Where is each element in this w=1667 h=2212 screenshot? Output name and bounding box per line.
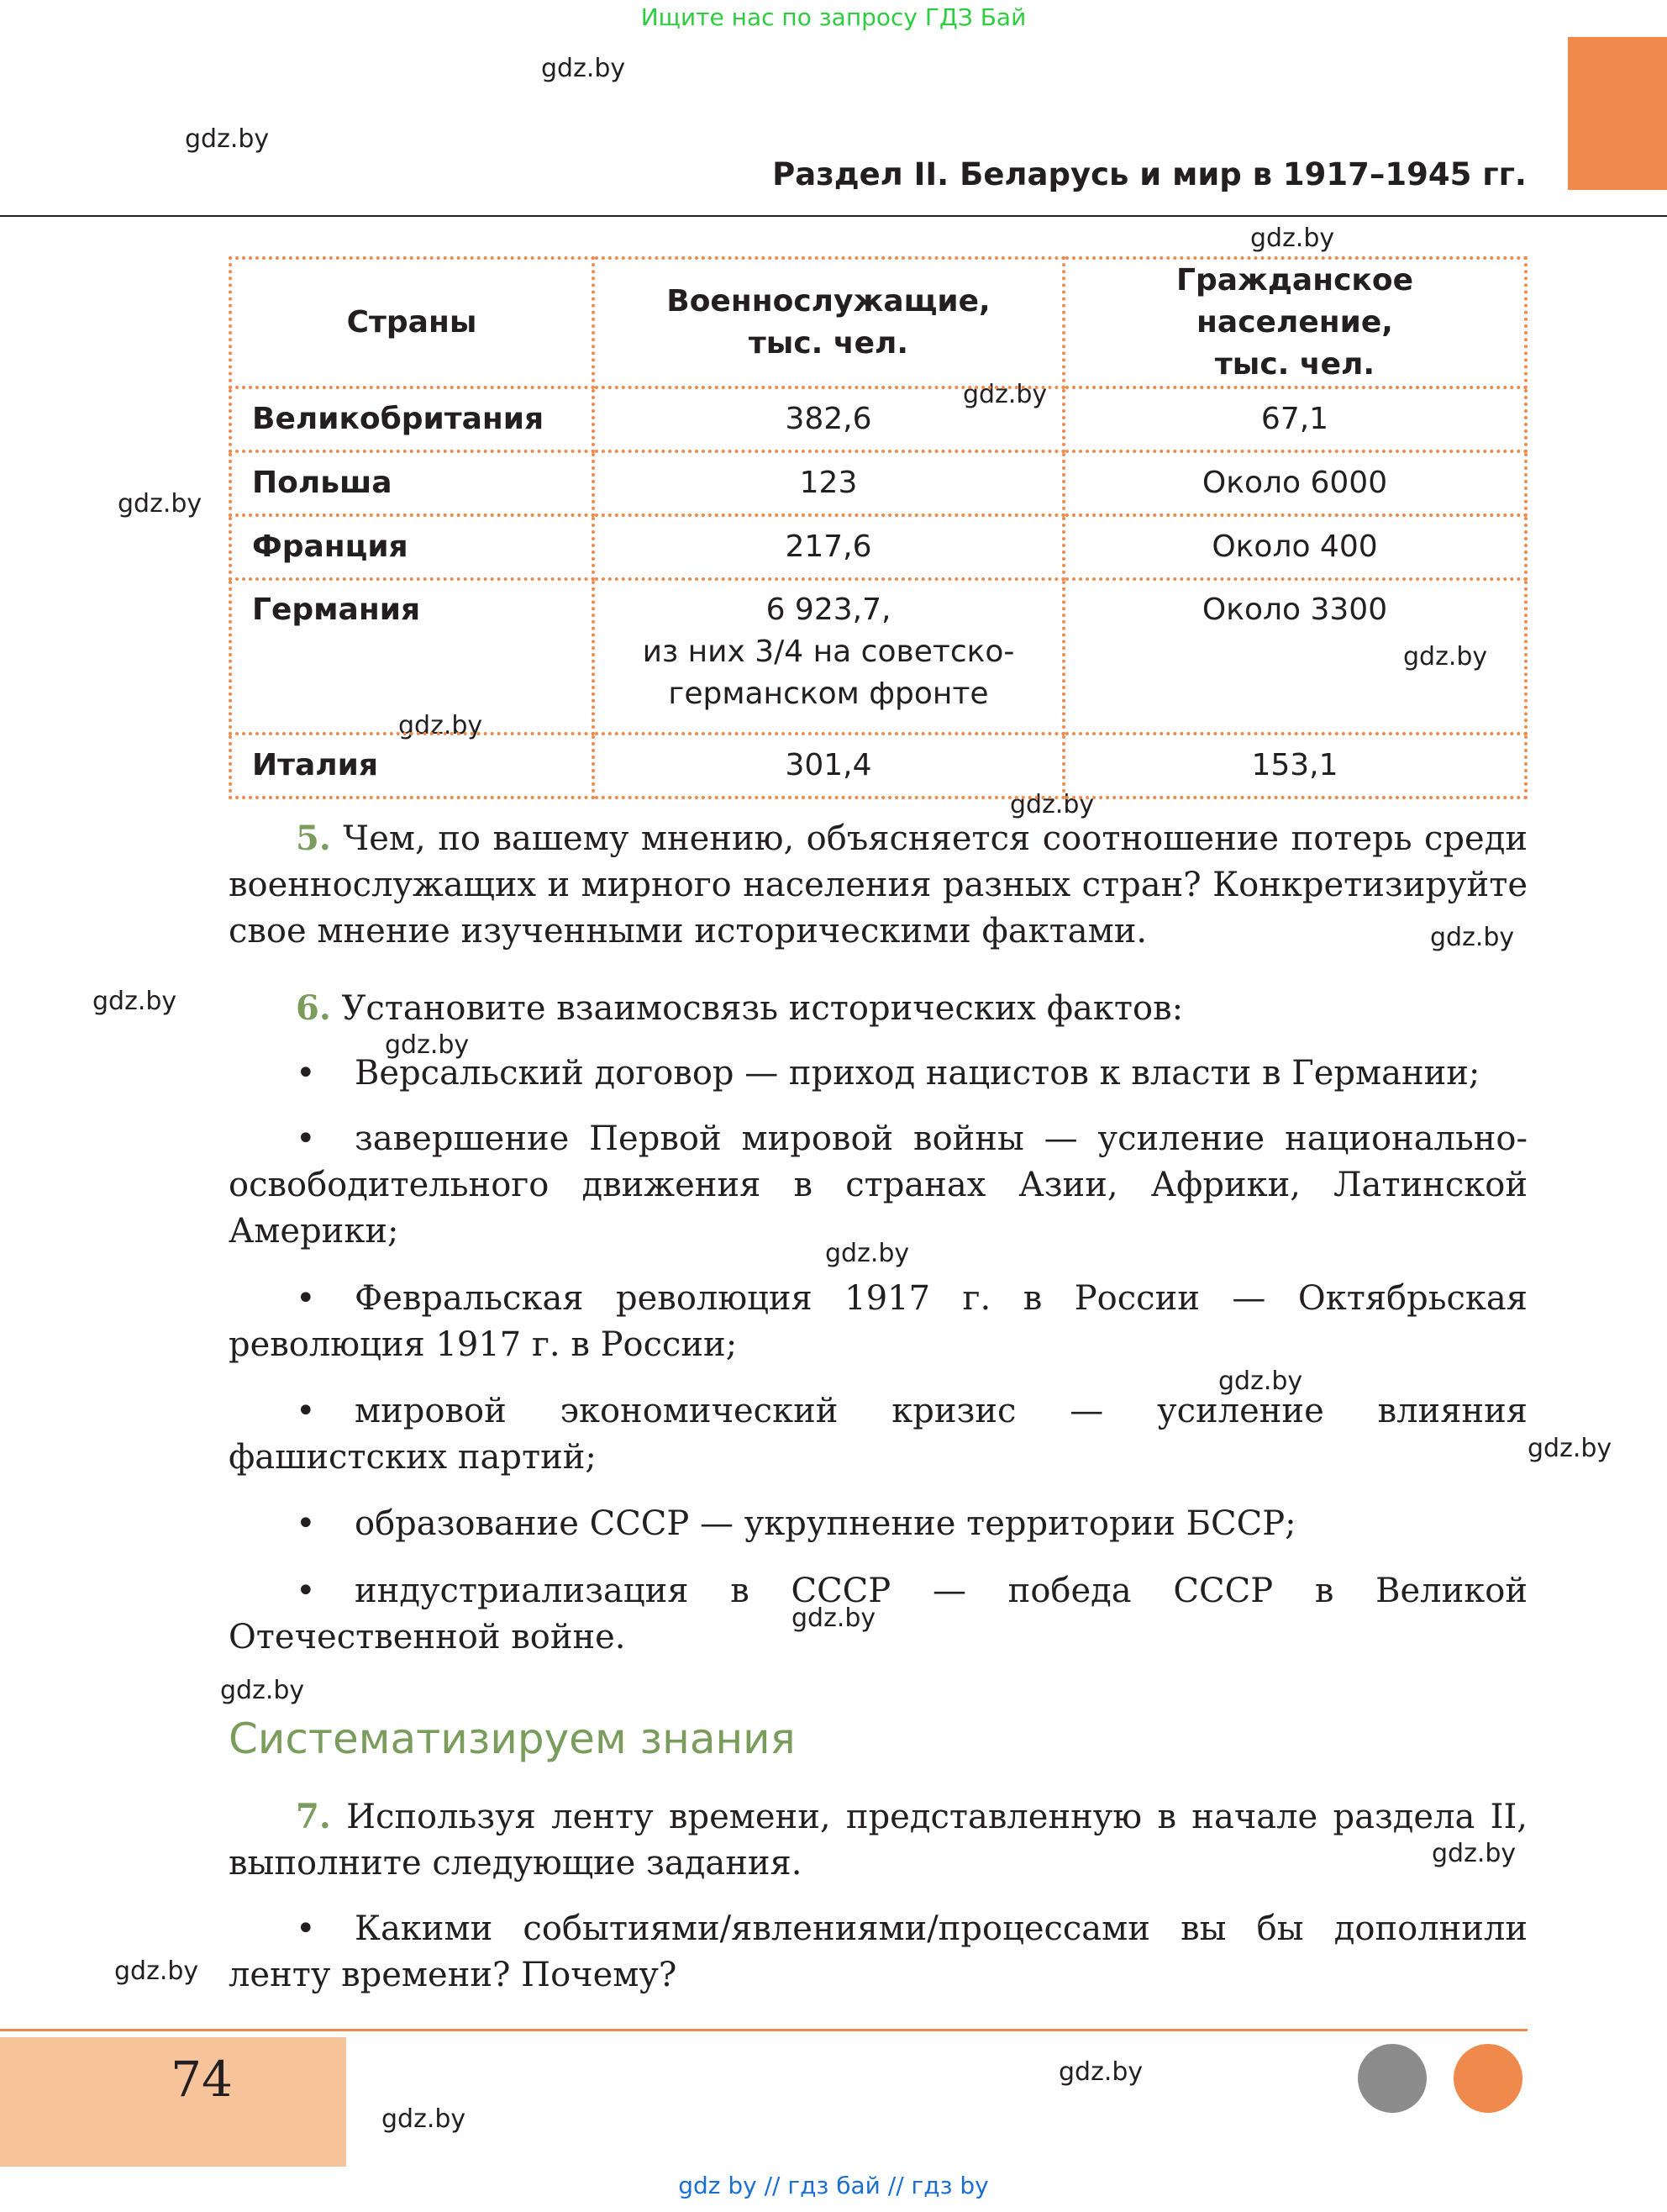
bullet-icon: • bbox=[296, 1392, 316, 1430]
task-text: Установите взаимосвязь исторических фактов: bbox=[341, 989, 1184, 1028]
country-cell: Италия bbox=[230, 734, 593, 798]
bullet-icon: • bbox=[296, 1504, 316, 1543]
bottom-links[interactable]: gdz by // гдз бай // гдз by bbox=[678, 2172, 989, 2199]
section-color-tab bbox=[1568, 37, 1667, 190]
military-cell: 123 bbox=[593, 451, 1064, 515]
table-header: Военнослужащие, тыс. чел. bbox=[593, 258, 1064, 387]
civil-cell: Около 400 bbox=[1064, 515, 1526, 579]
list-item bbox=[229, 1388, 1528, 1481]
military-cell: 301,4 bbox=[593, 734, 1064, 798]
military-cell: 217,6 bbox=[593, 515, 1064, 579]
page-number: 74 bbox=[171, 2051, 233, 2108]
table-header: Гражданское население, тыс. чел. bbox=[1064, 258, 1526, 387]
table-row bbox=[230, 451, 1526, 515]
civil-cell: Около 3300 bbox=[1064, 579, 1526, 734]
watermark: gdz.by bbox=[398, 711, 483, 740]
country-cell: Франция bbox=[230, 515, 593, 579]
task-6 bbox=[229, 985, 1528, 1032]
military-cell: 382,6 bbox=[593, 387, 1064, 451]
list-item bbox=[229, 1501, 1528, 1547]
military-cell: 6 923,7, из них 3/4 на советско- германском фронте bbox=[593, 579, 1064, 734]
watermark: gdz.by bbox=[1010, 790, 1095, 819]
bullet-text: мировой экономический кризис — усиление влияния фашистских партий; bbox=[229, 1392, 1528, 1477]
gray-circle-icon bbox=[1358, 2044, 1427, 2113]
table-row bbox=[230, 734, 1526, 798]
section-title: Раздел II. Беларусь и мир в 1917–1945 гг. bbox=[772, 156, 1527, 192]
watermark: gdz.by bbox=[381, 2104, 466, 2134]
country-cell: Великобритания bbox=[230, 387, 593, 451]
task-number: 6. bbox=[296, 988, 331, 1028]
watermark: gdz.by bbox=[1430, 923, 1515, 952]
watermark: gdz.by bbox=[118, 489, 202, 519]
task-text: Используя ленту времени, представленную в начале раздела II, выполните следующие задания. bbox=[229, 1798, 1528, 1883]
watermark: gdz.by bbox=[114, 1957, 199, 1986]
civil-cell: 67,1 bbox=[1064, 387, 1526, 451]
orange-circle-icon bbox=[1454, 2044, 1522, 2113]
subheading: Систематизируем знания bbox=[229, 1714, 796, 1763]
bullet-icon: • bbox=[296, 1909, 316, 1948]
bullet-text: индустриализация в СССР — победа СССР в Великой Отечественной войне. bbox=[229, 1572, 1528, 1656]
watermark: gdz.by bbox=[541, 54, 626, 83]
civil-cell: Около 6000 bbox=[1064, 451, 1526, 515]
list-item bbox=[229, 1051, 1528, 1097]
list-item bbox=[229, 1116, 1528, 1255]
bullet-text: Какими событиями/явлениями/процессами вы бы дополнили ленту времени? Почему? bbox=[229, 1909, 1528, 1994]
task-text: Чем, по вашему мнению, объясняется соотношение потерь среди военнослужащих и мирного населения разных стран? Конкретизируйте свое мнение изученными историческими фактами. bbox=[229, 819, 1528, 951]
table-header-row bbox=[230, 258, 1526, 387]
watermark: gdz.by bbox=[963, 380, 1048, 409]
watermark: gdz.by bbox=[385, 1030, 470, 1060]
bullet-icon: • bbox=[296, 1279, 316, 1318]
bullet-text: Февральская революция 1917 г. в России — Октябрьская революция 1917 г. в России; bbox=[229, 1279, 1528, 1364]
task-7 bbox=[229, 1793, 1528, 1887]
task-number: 7. bbox=[296, 1797, 331, 1836]
watermark: gdz.by bbox=[1403, 642, 1488, 672]
list-item bbox=[229, 1276, 1528, 1368]
table-row bbox=[230, 579, 1526, 734]
bullet-text: образование СССР — укрупнение территории БССР; bbox=[355, 1504, 1296, 1543]
bullet-icon: • bbox=[296, 1119, 316, 1158]
watermark: gdz.by bbox=[1432, 1839, 1517, 1868]
losses-table bbox=[229, 256, 1528, 799]
footer-rule bbox=[0, 2029, 1528, 2031]
watermark: gdz.by bbox=[1528, 1434, 1612, 1463]
watermark: gdz.by bbox=[1250, 224, 1335, 253]
bullet-text: завершение Первой мировой войны — усиление национально-освободительного движения в странах Азии, Африки, Латинской Америки; bbox=[229, 1119, 1528, 1251]
task-5 bbox=[229, 815, 1528, 955]
bullet-text: Версальский договор — приход нацистов к власти в Германии; bbox=[355, 1054, 1480, 1093]
watermark: gdz.by bbox=[1218, 1367, 1303, 1396]
task-number: 5. bbox=[296, 819, 331, 858]
bullet-icon: • bbox=[296, 1572, 316, 1610]
watermark: gdz.by bbox=[1059, 2057, 1144, 2087]
table-header: Страны bbox=[230, 258, 593, 387]
watermark: gdz.by bbox=[791, 1604, 876, 1633]
bullet-icon: • bbox=[296, 1054, 316, 1093]
list-item bbox=[229, 1906, 1528, 1999]
table-row bbox=[230, 387, 1526, 451]
watermark: gdz.by bbox=[220, 1676, 305, 1705]
watermark: gdz.by bbox=[185, 124, 270, 154]
watermark: gdz.by bbox=[825, 1239, 910, 1268]
table-row bbox=[230, 515, 1526, 579]
country-cell: Германия bbox=[230, 579, 593, 734]
watermark: gdz.by bbox=[92, 987, 177, 1016]
country-cell: Польша bbox=[230, 451, 593, 515]
civil-cell: 153,1 bbox=[1064, 734, 1526, 798]
top-banner[interactable]: Ищите нас по запросу ГДЗ Бай bbox=[640, 3, 1027, 31]
header-rule bbox=[0, 215, 1667, 217]
list-item bbox=[229, 1568, 1528, 1661]
